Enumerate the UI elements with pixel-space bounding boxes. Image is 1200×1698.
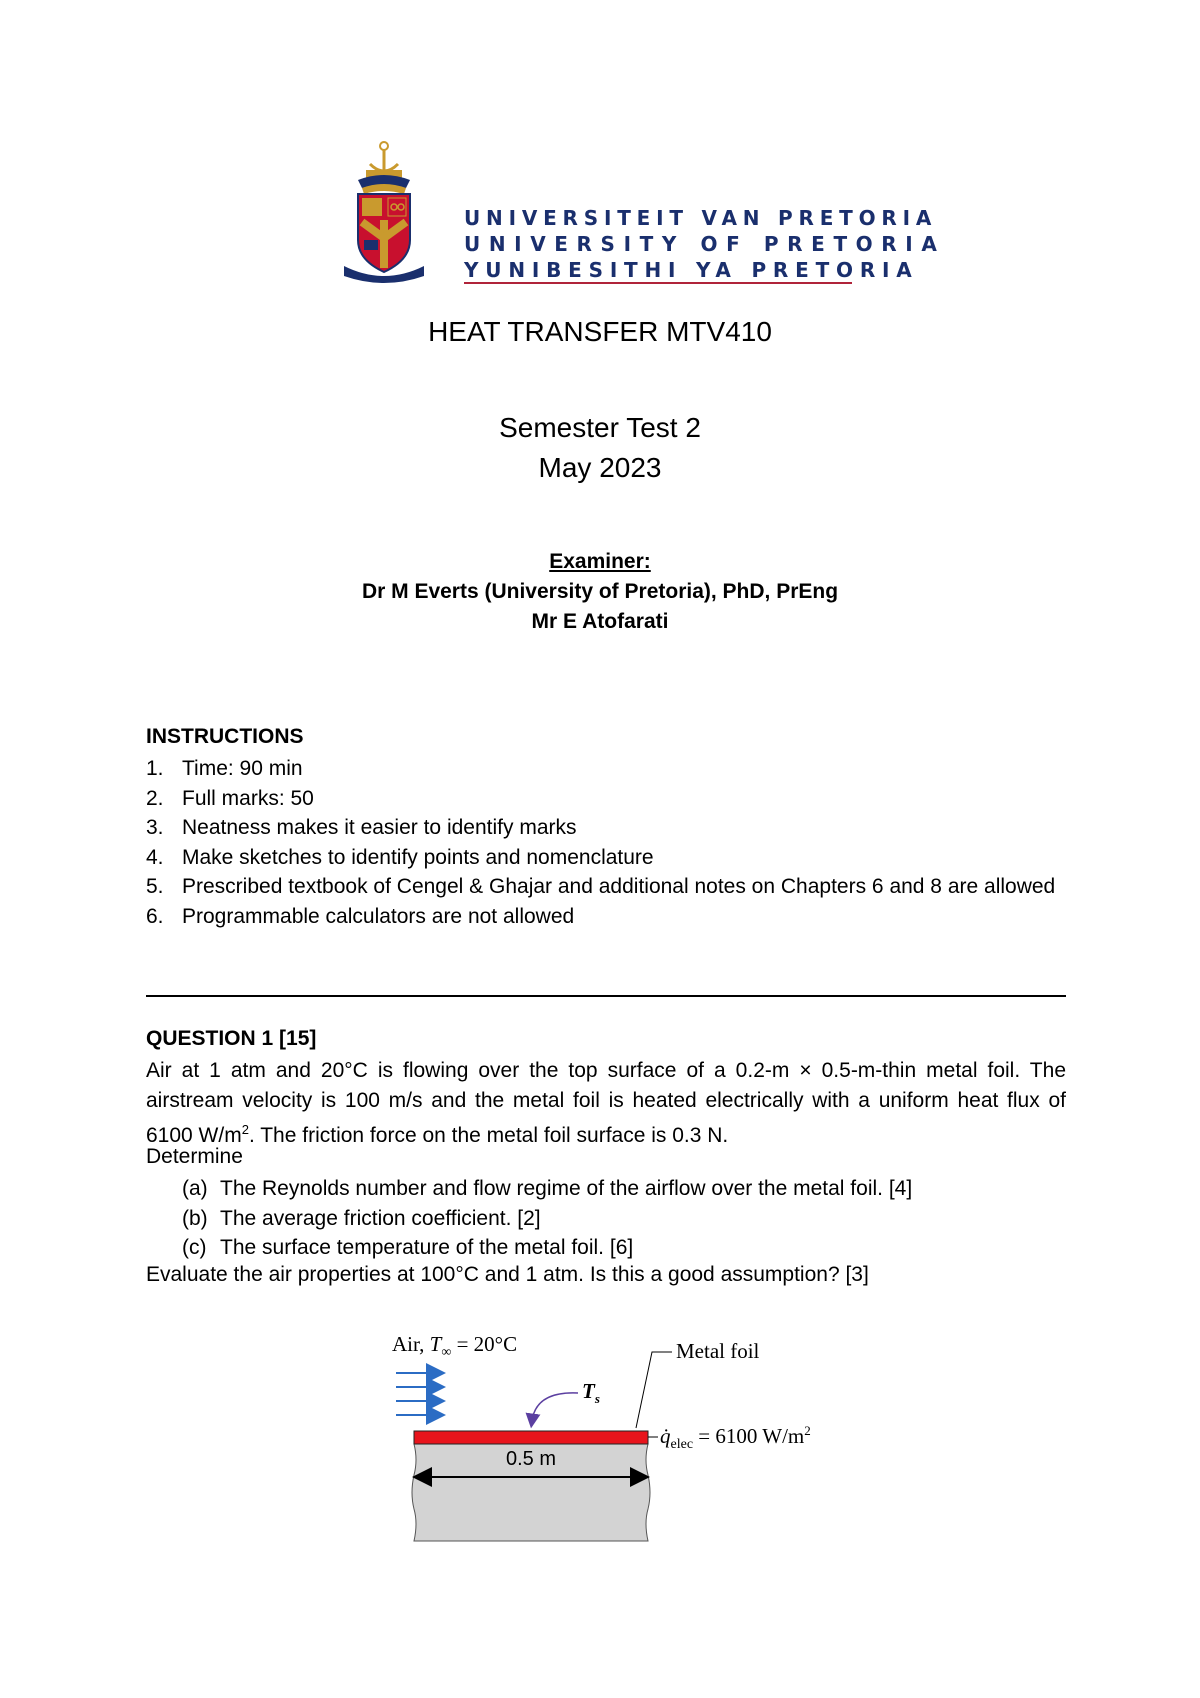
- instruction-item: [146, 872, 1066, 902]
- instruction-text: Full marks: 50: [182, 786, 314, 810]
- examiner-line-2: Mr E Atofarati: [531, 610, 669, 633]
- question-part: [182, 1233, 1062, 1263]
- section-divider: [146, 995, 1066, 997]
- test-name: Semester Test 2: [499, 412, 701, 443]
- statement-text-end: . The friction force on the metal foil surface is 0.3 N.: [248, 1124, 729, 1147]
- surface-temp-label: $T_s$: [582, 1379, 600, 1406]
- instruction-item: [146, 784, 1066, 814]
- question-1-evaluate: Evaluate the air properties at 100°C and 1 atm. Is this a good assumption? [3]: [146, 1263, 869, 1286]
- university-name-block: [464, 205, 946, 283]
- course-title: HEAT TRANSFER MTV410: [428, 316, 772, 347]
- length-label: 0.5 m: [505, 1448, 557, 1470]
- statement-text: Air at 1 atm and 20°C is flowing over the top surface of a 0.2-m × 0.5-m-thin metal foil. The airstream velocity is 100 m/s and the metal foil is heated electrically with a uniform heat flux of 6100 W/m: [146, 1059, 1066, 1147]
- part-text: The Reynolds number and flow regime of the airflow over the metal foil. [4]: [220, 1177, 913, 1200]
- metal-foil-strip: [414, 1431, 648, 1444]
- metal-foil-diagram: [386, 1325, 866, 1555]
- statement-superscript: 2: [241, 1122, 249, 1137]
- examiner-line-1: Dr M Everts (University of Pretoria), PhD, PrEng: [361, 580, 839, 603]
- question-1-parts: [182, 1174, 1062, 1263]
- metal-foil-figure: [386, 1325, 866, 1555]
- heat-flux-label: $q̇_{elec} = 6100$ $W/m^2$: [660, 1423, 811, 1452]
- university-name-afrikaans: UNIVERSITEIT VAN PRETORIA: [464, 206, 938, 230]
- university-name-sepedi: YUNIBESITHI YA PRETORIA: [464, 258, 919, 282]
- part-label: (c): [182, 1236, 207, 1259]
- instruction-text: Prescribed textbook of Cengel & Ghajar and additional notes on Chapters 6 and 8 are allowed: [182, 875, 1056, 898]
- instructions-list: [146, 754, 1066, 931]
- instruction-item: [146, 902, 1066, 932]
- instruction-number: 3.: [146, 816, 164, 839]
- part-text: The average friction coefficient. [2]: [220, 1206, 541, 1230]
- metal-foil-label: Metal foil: [676, 1339, 760, 1363]
- university-logo: [344, 140, 946, 290]
- part-label: (b): [182, 1206, 208, 1230]
- question-1-heading: QUESTION 1 [15]: [146, 1027, 317, 1050]
- part-label: (a): [182, 1177, 208, 1200]
- instruction-text: Neatness makes it easier to identify marks: [182, 816, 577, 839]
- air-label: Air, $T_\infty = 20^\circ C$: [392, 1332, 518, 1360]
- instruction-number: 6.: [146, 904, 164, 928]
- instruction-item: [146, 754, 1066, 784]
- instructions-heading: INSTRUCTIONS: [146, 725, 304, 748]
- examiner-heading: Examiner:: [549, 550, 651, 573]
- airflow-arrows-icon: [396, 1373, 442, 1415]
- instruction-text: Time: 90 min: [182, 757, 303, 780]
- instruction-number: 1.: [146, 757, 164, 780]
- test-date: May 2023: [538, 452, 662, 483]
- instruction-item: [146, 843, 1066, 873]
- instruction-number: 5.: [146, 875, 164, 898]
- question-1-determine: Determine: [146, 1145, 243, 1168]
- surface-temp-arrow-icon: [532, 1393, 578, 1421]
- logo-underline: [464, 282, 852, 284]
- instruction-text: Make sketches to identify points and nomenclature: [182, 845, 654, 869]
- instruction-item: [146, 813, 1066, 843]
- instruction-number: 4.: [146, 845, 164, 869]
- question-part: [182, 1204, 1062, 1234]
- university-name-english: UNIVERSITY OF PRETORIA: [464, 232, 946, 256]
- university-crest-icon: [344, 140, 444, 288]
- question-1-statement: [146, 1056, 1066, 1151]
- foil-leader-line: [636, 1352, 672, 1428]
- part-text: The surface temperature of the metal foil. [6]: [220, 1236, 634, 1259]
- instruction-text: Programmable calculators are not allowed: [182, 904, 575, 928]
- instruction-number: 2.: [146, 786, 164, 810]
- question-part: [182, 1174, 1062, 1204]
